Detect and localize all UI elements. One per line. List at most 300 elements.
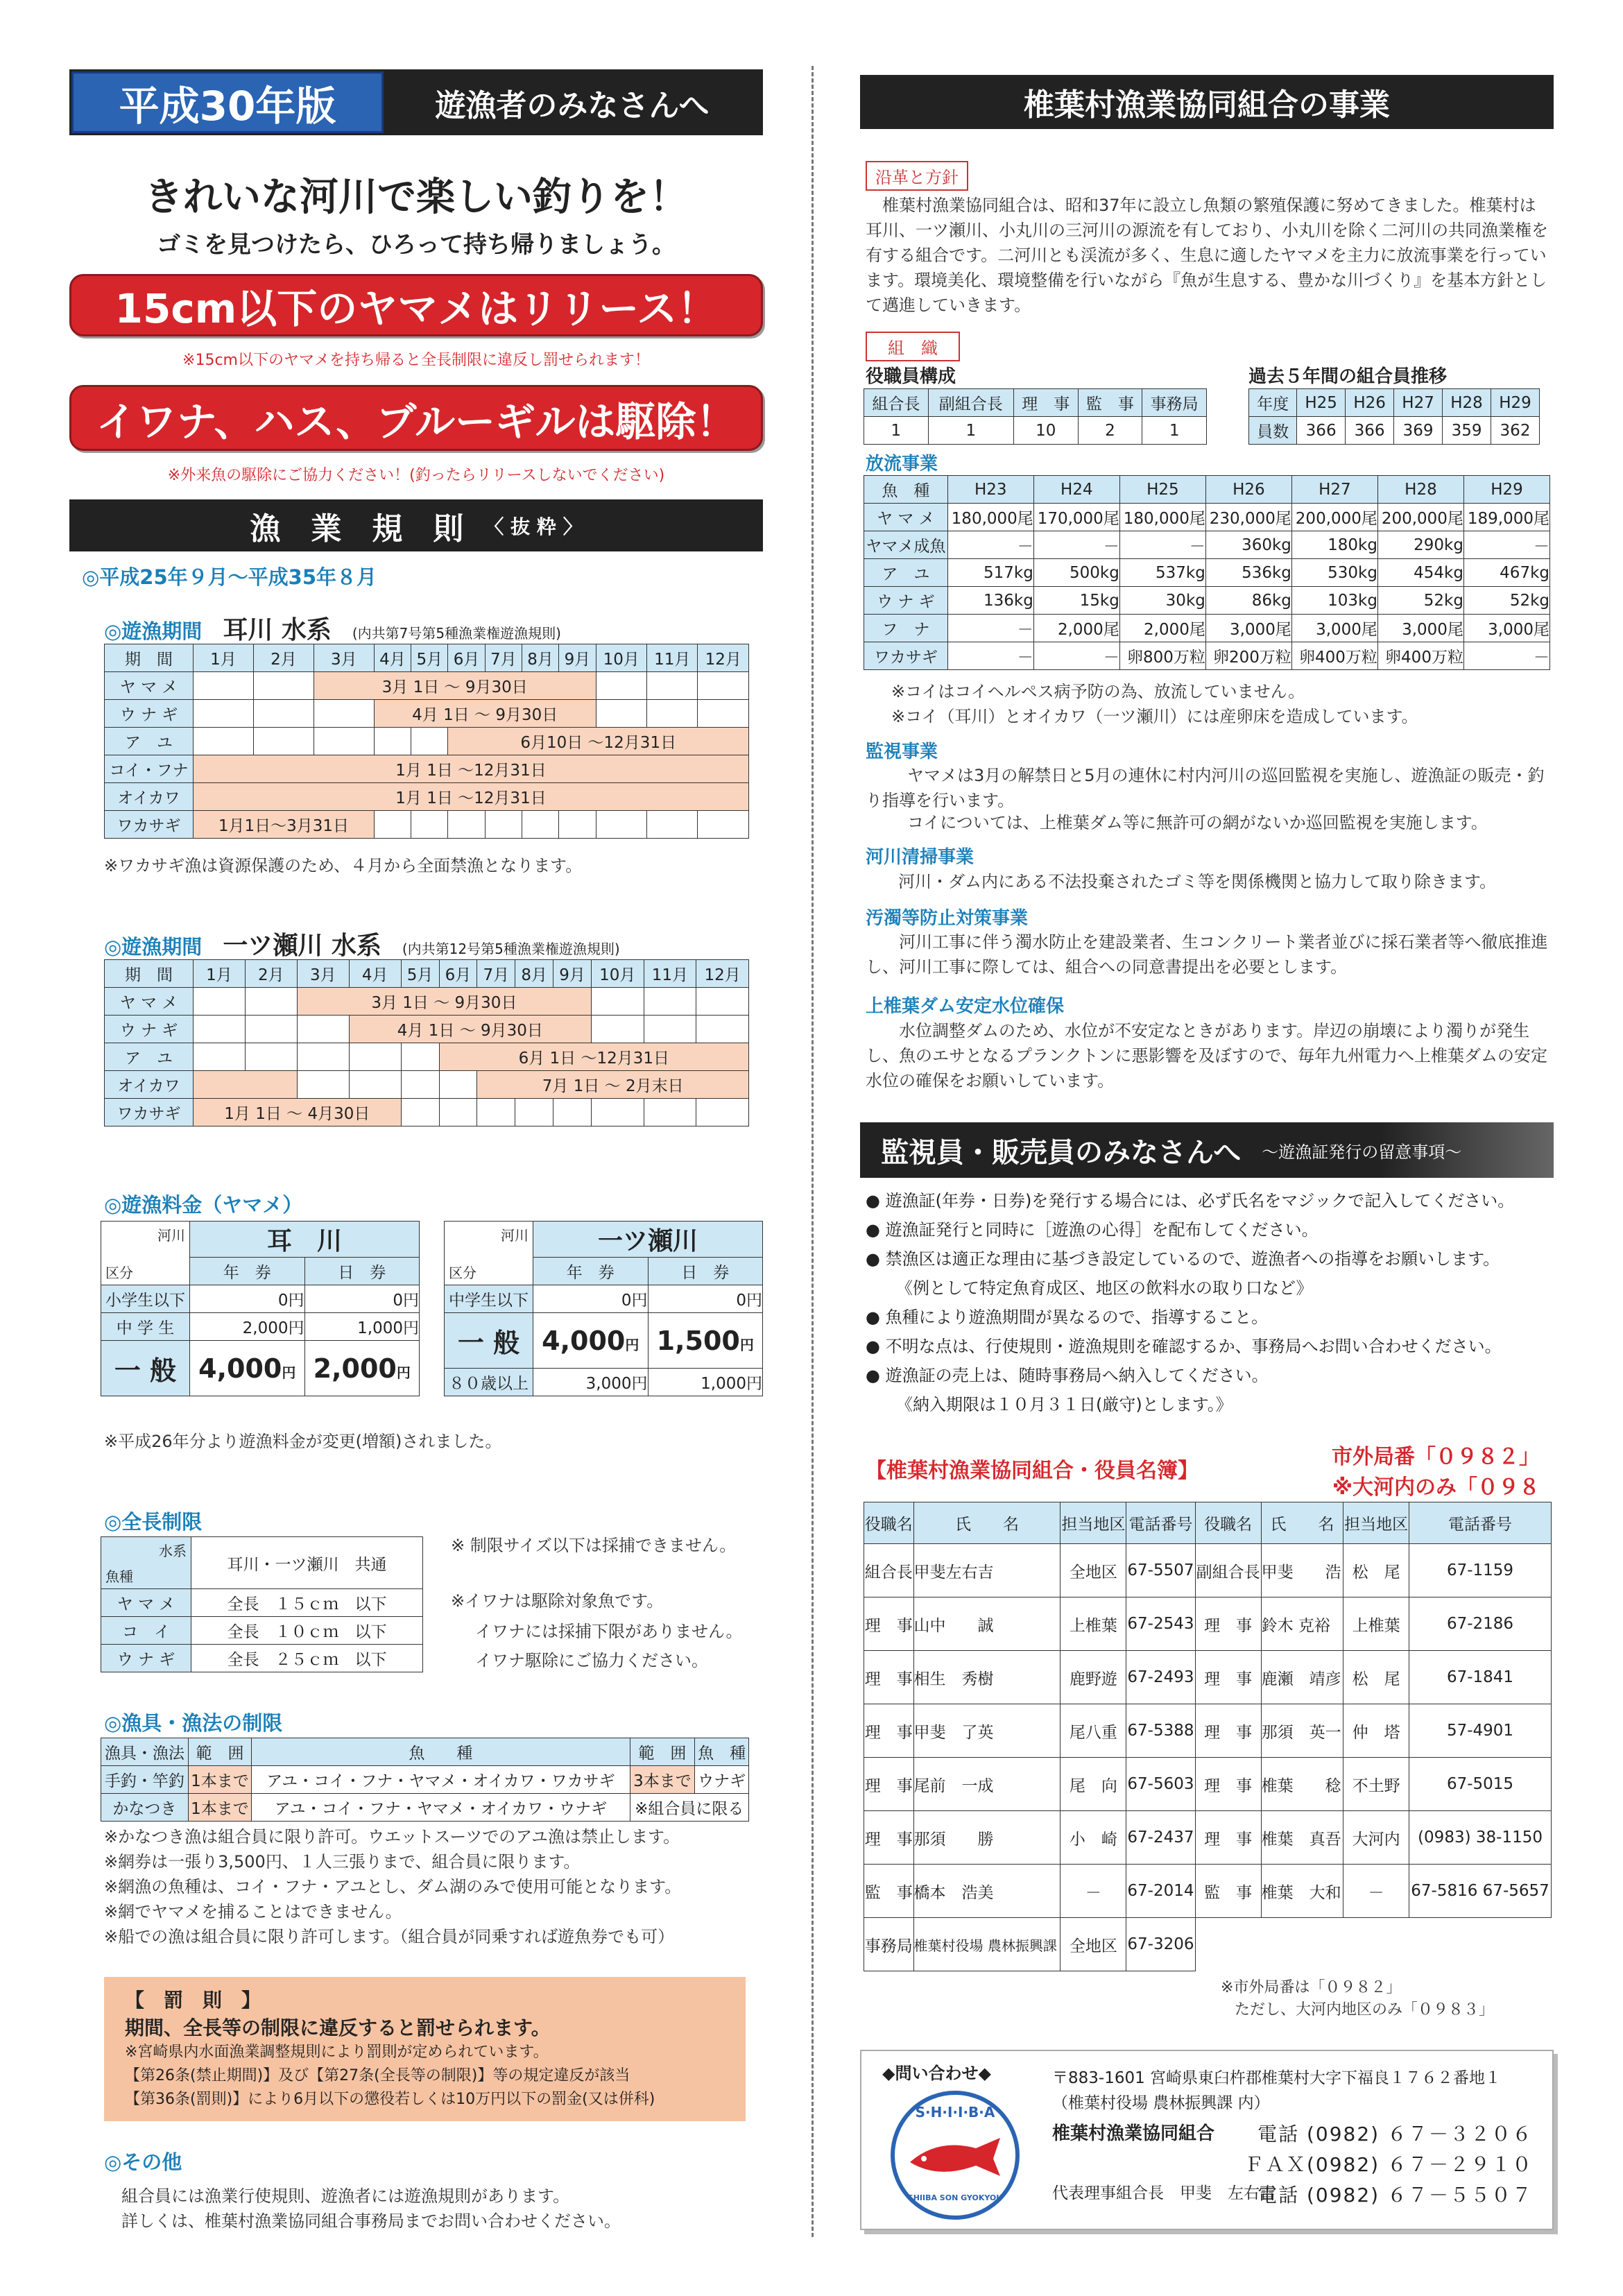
other-line2: 詳しくは、椎葉村漁業協同組合事務局までお問い合わせください。 bbox=[121, 2211, 621, 2231]
fee-value: 2,000円 bbox=[190, 1313, 305, 1341]
stock-value: － bbox=[1033, 642, 1119, 670]
stock-value: 536kg bbox=[1205, 559, 1291, 587]
gear-note: ※かなつき漁は組合員に限り許可。ウエットスーツでのアユ漁は禁止します。 bbox=[104, 1827, 680, 1847]
roster-head: 電話番号 bbox=[1409, 1502, 1552, 1544]
species-cell: コイ・フナ bbox=[105, 755, 194, 783]
stock-head: H26 bbox=[1205, 476, 1291, 504]
annual-header: 年 券 bbox=[190, 1258, 305, 1285]
members-head: 年度 bbox=[1249, 389, 1297, 417]
roster-row bbox=[864, 1544, 1552, 1597]
exterminate-note: ※外来魚の駆除にご協力ください！(釣ったらリリースしないでください) bbox=[167, 467, 665, 484]
species-cell: ワカサギ bbox=[105, 811, 194, 839]
stock-value: 2,000尾 bbox=[1033, 615, 1119, 642]
gear-method: かなつき bbox=[101, 1794, 189, 1822]
period-cell: 1月1日～3月31日 bbox=[194, 811, 375, 839]
seller-bar bbox=[860, 1122, 1554, 1178]
roster-row bbox=[864, 1758, 1552, 1811]
officer-count: 1 bbox=[928, 417, 1013, 445]
roster-name: 甲斐 了英 bbox=[913, 1704, 1060, 1758]
stock-value: 517kg bbox=[947, 559, 1033, 587]
penalty-lead: 期間、全長等の制限に違反すると罰せられます。 bbox=[125, 2016, 551, 2039]
stock-species: ワカサギ bbox=[864, 642, 948, 670]
fee-value: 1,500円 bbox=[648, 1313, 763, 1369]
officers-table bbox=[864, 388, 1207, 445]
watch-text2: コイについては、上椎葉ダム等に無許可の網がないか巡回監視を実施します。 bbox=[907, 813, 1488, 832]
stock-row bbox=[864, 531, 1550, 559]
seller-item: ● 遊漁証発行と同時に［遊漁の心得］を配布してください。 bbox=[866, 1220, 1319, 1240]
stock-value: － bbox=[1463, 531, 1549, 559]
roster-phone: (0983) 38-1150 bbox=[1409, 1811, 1552, 1865]
period-cell: 1月 1日 ～12月31日 bbox=[194, 755, 749, 783]
fee-value: 4,000円 bbox=[533, 1313, 649, 1369]
species-cell: ワカサギ bbox=[105, 1099, 194, 1126]
season2-table bbox=[104, 959, 749, 1126]
roster-area: 不土野 bbox=[1343, 1758, 1409, 1811]
period-cell: 4月 1日 ～ 9月30日 bbox=[349, 1016, 591, 1043]
stock-value: 卵400万粒 bbox=[1291, 642, 1377, 670]
seller-item: ● 遊漁証の売上は、随時事務局へ納入してください。 bbox=[866, 1366, 1269, 1385]
members-val: 359 bbox=[1443, 417, 1491, 445]
length-value: 全長 １５ｃｍ 以下 bbox=[191, 1589, 423, 1617]
seller-item: ● 禁漁区は適正な理由に基づき設定しているので、遊漁者への指導をお願いします。 bbox=[866, 1249, 1500, 1269]
stock-value: 3,000尾 bbox=[1291, 615, 1377, 642]
gear-range: 1本まで bbox=[188, 1766, 252, 1794]
roster-role: 理 事 bbox=[1195, 1651, 1261, 1704]
officer-count: 2 bbox=[1078, 417, 1142, 445]
stock-value: － bbox=[1119, 531, 1205, 559]
roster-role: 理 事 bbox=[864, 1811, 914, 1865]
month-col: 6月 bbox=[448, 644, 485, 672]
length-species: コ イ bbox=[101, 1617, 191, 1645]
stock-value: － bbox=[947, 642, 1033, 670]
roster-head: 電話番号 bbox=[1126, 1502, 1195, 1544]
area-code-1: 市外局番「０９８２」 bbox=[1332, 1445, 1540, 1469]
roster-phone: 67-2014 bbox=[1126, 1865, 1195, 1918]
roster-area: 仲 塔 bbox=[1343, 1704, 1409, 1758]
gear-note: ※網券は一張り3,500円、１人三張りまで、組合員に限ります。 bbox=[104, 1852, 581, 1871]
rules-title: 漁 業 規 則 bbox=[250, 511, 464, 547]
roster-phone: 67-5816 67-5657 bbox=[1409, 1865, 1552, 1918]
period-cell: 6月 1日 ～12月31日 bbox=[439, 1043, 748, 1071]
members-label: 過去５年間の組合員推移 bbox=[1248, 366, 1448, 387]
corner-cell: 水系 魚種 bbox=[101, 1537, 191, 1589]
stock-value: 360kg bbox=[1205, 531, 1291, 559]
members-val: 員数 bbox=[1249, 417, 1297, 445]
roster-name: 山中 誠 bbox=[913, 1597, 1060, 1651]
release-banner: 15cm以下のヤマメはリリース！ bbox=[69, 274, 763, 336]
stock-value: 3,000尾 bbox=[1463, 615, 1549, 642]
stock-head: H23 bbox=[947, 476, 1033, 504]
contact-fax: ＦＡＸ(0982) ６７－２９１０ bbox=[1244, 2153, 1533, 2176]
roster-name: 椎葉 稔 bbox=[1261, 1758, 1343, 1811]
month-col: 7月 bbox=[477, 960, 515, 988]
members-val: 369 bbox=[1394, 417, 1443, 445]
contact-rep-tel: 電話 (0982) ６７－５５０７ bbox=[1257, 2184, 1533, 2207]
stock-head: H25 bbox=[1119, 476, 1205, 504]
month-col: 11月 bbox=[644, 960, 696, 988]
roster-phone: 67-3206 bbox=[1126, 1918, 1195, 1971]
fee-footnote: ※平成26年分より遊漁料金が変更(増額)されました。 bbox=[104, 1432, 502, 1451]
roster-role: 理 事 bbox=[864, 1651, 914, 1704]
stock-head: 魚 種 bbox=[864, 476, 948, 504]
season1-river: 耳川 水系 bbox=[223, 616, 332, 644]
stock-value: － bbox=[1463, 642, 1549, 670]
stock-value: 52kg bbox=[1377, 587, 1463, 615]
members-val: 366 bbox=[1346, 417, 1394, 445]
fee-value: 0円 bbox=[190, 1285, 305, 1313]
seller-item: 《例として特定魚育成区、地区の飲料水の取り口など》 bbox=[896, 1278, 1313, 1298]
fee-class: 中 学 生 bbox=[101, 1313, 190, 1341]
roster-area: 全地区 bbox=[1060, 1544, 1126, 1597]
gear-note: ※網漁の魚種は、コイ・フナ・アユとし、ダム湖のみで使用可能となります。 bbox=[104, 1877, 682, 1896]
roster-area: 小 崎 bbox=[1060, 1811, 1126, 1865]
stock-value: 52kg bbox=[1463, 587, 1549, 615]
roster-row bbox=[864, 1918, 1552, 1971]
species-cell: ウ ナ ギ bbox=[105, 1016, 194, 1043]
roster-name: 尾前 一成 bbox=[913, 1758, 1060, 1811]
roster-row bbox=[864, 1597, 1552, 1651]
contact-rep: 代表理事組合長 甲斐 左右吉 bbox=[1052, 2184, 1276, 2202]
seller-sub: ～遊漁証発行の留意事項～ bbox=[1262, 1142, 1462, 1162]
roster-name: 鹿瀬 靖彦 bbox=[1261, 1651, 1343, 1704]
gear-range: 1本まで bbox=[188, 1794, 252, 1822]
species-cell: オイカワ bbox=[105, 783, 194, 811]
roster-name: 椎葉 大和 bbox=[1261, 1865, 1343, 1918]
officers-label: 役職員構成 bbox=[866, 366, 956, 387]
roster-role: 理 事 bbox=[864, 1704, 914, 1758]
roster-phone: 67-5015 bbox=[1409, 1758, 1552, 1811]
roster-role: 副組合長 bbox=[1195, 1544, 1261, 1597]
roster-empty bbox=[1195, 1918, 1551, 1971]
season1-label: ◎遊漁期間 bbox=[104, 619, 203, 643]
fee-value: 2,000円 bbox=[304, 1341, 420, 1396]
stock-value: 290kg bbox=[1377, 531, 1463, 559]
length-note3: イワナには採捕下限がありません。 bbox=[475, 1622, 743, 1641]
roster-role: 理 事 bbox=[1195, 1811, 1261, 1865]
roster-foot2: ただし、大河内地区のみ「０９８３」 bbox=[1235, 2001, 1495, 2019]
stock-value: 500kg bbox=[1033, 559, 1119, 587]
stock-value: 15kg bbox=[1033, 587, 1119, 615]
roster-name: 鈴木 克裕 bbox=[1261, 1597, 1343, 1651]
turbid-text: 河川工事に伴う濁水防止を建設業者、生コンクリート業者並びに採石業者等へ徹底推進し、河川工事に際しては、組合への同意書提出を必要とします。 bbox=[866, 932, 1548, 977]
fee-class: 一 般 bbox=[445, 1313, 533, 1369]
species-cell: ヤ マ メ bbox=[105, 672, 194, 700]
penalty-line: ※宮崎県内水面漁業調整規則により罰則が定められています。 bbox=[125, 2044, 549, 2061]
length-species: ウ ナ ギ bbox=[101, 1645, 191, 1672]
roster-phone: 67-1159 bbox=[1409, 1544, 1552, 1597]
fee-value: 3,000円 bbox=[533, 1369, 649, 1396]
river-name: 耳 川 bbox=[190, 1222, 420, 1258]
stock-value: 180,000尾 bbox=[1119, 504, 1205, 531]
watch-text1: ヤマメは3月の解禁日と5月の連休に村内河川の巡回監視を実施し、遊漁証の販売・釣り指導を行います。 bbox=[866, 766, 1545, 810]
month-col: 4月 bbox=[349, 960, 401, 988]
fee-table-hitotsuse bbox=[444, 1221, 763, 1396]
column-divider bbox=[812, 66, 814, 2237]
stock-value: 2,000尾 bbox=[1119, 615, 1205, 642]
month-col: 4月 bbox=[374, 644, 411, 672]
stock-note2: ※コイ（耳川）とオイカワ（一ツ瀬川）には産卵床を造成しています。 bbox=[891, 707, 1418, 726]
month-col: 9月 bbox=[559, 644, 596, 672]
area-code-2: ※大河内のみ「０９８３」 bbox=[1332, 1475, 1540, 1530]
fee-class: ８０歳以上 bbox=[445, 1369, 533, 1396]
officer-role: 事務局 bbox=[1142, 389, 1207, 417]
roster-role: 事務局 bbox=[864, 1918, 914, 1971]
fee-value: 4,000円 bbox=[190, 1341, 305, 1396]
stock-row bbox=[864, 642, 1550, 670]
species-cell: ア ユ bbox=[105, 728, 194, 755]
dam-label: 上椎葉ダム安定水位確保 bbox=[866, 996, 1065, 1017]
length-value: 全長 １０ｃｍ 以下 bbox=[191, 1617, 423, 1645]
roster-name: 相生 秀樹 bbox=[913, 1651, 1060, 1704]
roster-head: 担当地区 bbox=[1060, 1502, 1126, 1544]
stock-head: H27 bbox=[1291, 476, 1377, 504]
fee-value: 1,000円 bbox=[304, 1313, 420, 1341]
contact-address2: （椎葉村役場 農林振興課 内） bbox=[1052, 2094, 1270, 2112]
fee-class: 中学生以下 bbox=[445, 1285, 533, 1313]
month-col: 8月 bbox=[515, 960, 553, 988]
stock-value: 180,000尾 bbox=[947, 504, 1033, 531]
roster-phone: 67-1841 bbox=[1409, 1651, 1552, 1704]
members-val: 362 bbox=[1491, 417, 1540, 445]
roster-area: 松 尾 bbox=[1343, 1544, 1409, 1597]
contact-box bbox=[860, 2050, 1554, 2230]
clean-text: 河川・ダム内にある不法投棄されたゴミ等を関係機関と協力して取り除きます。 bbox=[898, 872, 1497, 891]
month-col: 10月 bbox=[596, 644, 646, 672]
roster-role: 理 事 bbox=[864, 1597, 914, 1651]
season2-note: (内共第12号第5種漁業権遊漁規則) bbox=[402, 941, 620, 957]
month-col: 期 間 bbox=[105, 644, 194, 672]
roster-area: 松 尾 bbox=[1343, 1651, 1409, 1704]
species-cell: オイカワ bbox=[105, 1071, 194, 1099]
stock-value: 200,000尾 bbox=[1377, 504, 1463, 531]
stock-value: 卵800万粒 bbox=[1119, 642, 1205, 670]
season2-heading bbox=[104, 926, 620, 961]
month-col: 2月 bbox=[253, 644, 314, 672]
seller-item: ● 不明な点は、行使規則・遊漁規則を確認するか、事務局へお問い合わせください。 bbox=[866, 1337, 1502, 1356]
season1-table bbox=[104, 644, 749, 839]
exterminate-banner: イワナ、ハス、ブルーギルは駆除！ bbox=[69, 385, 763, 451]
penalty-box bbox=[104, 1977, 746, 2121]
officer-count: 1 bbox=[1142, 417, 1207, 445]
stock-value: 537kg bbox=[1119, 559, 1205, 587]
stock-species: ヤマメ成魚 bbox=[864, 531, 948, 559]
stock-row bbox=[864, 615, 1550, 642]
month-col: 7月 bbox=[485, 644, 522, 672]
members-head: H25 bbox=[1297, 389, 1346, 417]
stock-value: 180kg bbox=[1291, 531, 1377, 559]
stock-value: 170,000尾 bbox=[1033, 504, 1119, 531]
watch-label: 監視事業 bbox=[866, 742, 938, 762]
stock-value: 3,000尾 bbox=[1205, 615, 1291, 642]
stock-value: 136kg bbox=[947, 587, 1033, 615]
turbid-label: 汚濁等防止対策事業 bbox=[866, 908, 1029, 929]
roster-area: 鹿野遊 bbox=[1060, 1651, 1126, 1704]
length-species: ヤ マ メ bbox=[101, 1589, 191, 1617]
svg-text:S·H·I·I·B·A: S·H·I·I·B·A bbox=[915, 2104, 995, 2121]
stock-value: 189,000尾 bbox=[1463, 504, 1549, 531]
shiiba-logo-icon bbox=[889, 2089, 1021, 2221]
period-cell: 3月 1日 ～ 9月30日 bbox=[314, 672, 596, 700]
period-cell: 4月 1日 ～ 9月30日 bbox=[374, 700, 596, 728]
stock-label: 放流事業 bbox=[866, 454, 938, 474]
species-cell: ヤ マ メ bbox=[105, 988, 194, 1016]
month-col: 3月 bbox=[314, 644, 374, 672]
officer-role: 副組合長 bbox=[928, 389, 1013, 417]
roster-name: 那須 英一 bbox=[1261, 1704, 1343, 1758]
stock-row bbox=[864, 587, 1550, 615]
roster-area: 大河内 bbox=[1343, 1811, 1409, 1865]
length-note2: ※イワナは駆除対象魚です。 bbox=[451, 1591, 664, 1611]
roster-row bbox=[864, 1704, 1552, 1758]
roster-table bbox=[864, 1502, 1552, 1971]
stock-species: フ ナ bbox=[864, 615, 948, 642]
season2-river: 一ツ瀬川 水系 bbox=[223, 932, 381, 960]
period-cell: 1月 1日 ～12月31日 bbox=[194, 783, 749, 811]
stock-head: H28 bbox=[1377, 476, 1463, 504]
month-col: 1月 bbox=[194, 960, 246, 988]
stock-value: － bbox=[947, 531, 1033, 559]
gear-head: 魚 種 bbox=[695, 1738, 749, 1766]
roster-role: 監 事 bbox=[1195, 1865, 1261, 1918]
roster-row bbox=[864, 1811, 1552, 1865]
stock-head: H24 bbox=[1033, 476, 1119, 504]
roster-head: 担当地区 bbox=[1343, 1502, 1409, 1544]
stock-value: 530kg bbox=[1291, 559, 1377, 587]
gear-head: 範 囲 bbox=[630, 1738, 695, 1766]
daily-header: 日 券 bbox=[304, 1258, 420, 1285]
stock-value: － bbox=[1033, 531, 1119, 559]
roster-row bbox=[864, 1865, 1552, 1918]
stock-value: 454kg bbox=[1377, 559, 1463, 587]
roster-row bbox=[864, 1651, 1552, 1704]
stock-value: 3,000尾 bbox=[1377, 615, 1463, 642]
fee-table-mimi bbox=[101, 1221, 420, 1396]
length-label: ◎全長制限 bbox=[104, 1510, 203, 1534]
roster-role: 組合長 bbox=[864, 1544, 914, 1597]
seller-item: 《納入期限は１０月３１日(厳守)とします。》 bbox=[896, 1395, 1233, 1414]
month-col: 1月 bbox=[194, 644, 254, 672]
penalty-title: 【 罰 則 】 bbox=[125, 1989, 261, 2012]
month-col: 5月 bbox=[411, 644, 448, 672]
stock-species: ウ ナ ギ bbox=[864, 587, 948, 615]
period-cell: 3月 1日 ～ 9月30日 bbox=[297, 988, 591, 1016]
fee-value: 0円 bbox=[648, 1285, 763, 1313]
roster-title: 【椎葉村漁業協同組合・役員名簿】 bbox=[866, 1459, 1199, 1483]
members-head: H26 bbox=[1346, 389, 1394, 417]
stock-row bbox=[864, 504, 1550, 531]
roster-head: 役職名 bbox=[864, 1502, 914, 1544]
contact-address: 〒883-1601 宮崎県東臼杵郡椎葉村大字下福良１７６２番地１ bbox=[1052, 2069, 1502, 2087]
history-label: 沿革と方針 bbox=[866, 161, 968, 191]
roster-role: 監 事 bbox=[864, 1865, 914, 1918]
coop-title: 椎葉村漁業協同組合の事業 bbox=[860, 75, 1554, 129]
stock-value: 卵200万粒 bbox=[1205, 642, 1291, 670]
stock-head: H29 bbox=[1463, 476, 1549, 504]
officer-count: 1 bbox=[864, 417, 929, 445]
members-val: 366 bbox=[1297, 417, 1346, 445]
members-head: H29 bbox=[1491, 389, 1540, 417]
officer-role: 監 事 bbox=[1078, 389, 1142, 417]
roster-head: 氏 名 bbox=[1261, 1502, 1343, 1544]
rules-period: ◎平成25年９月～平成35年８月 bbox=[82, 565, 377, 589]
stock-value: － bbox=[947, 615, 1033, 642]
stock-value: 230,000尾 bbox=[1205, 504, 1291, 531]
month-col: 11月 bbox=[647, 644, 698, 672]
period-cell: 1月 1日 ～ 4月30日 bbox=[194, 1099, 402, 1126]
header-banner bbox=[69, 69, 763, 135]
gear-species: アユ・コイ・フナ・ヤマメ・オイカワ・ウナギ bbox=[252, 1794, 630, 1822]
roster-area: － bbox=[1343, 1865, 1409, 1918]
clean-label: 河川清掃事業 bbox=[866, 847, 974, 868]
roster-name: 椎葉 真吾 bbox=[1261, 1811, 1343, 1865]
month-col: 期 間 bbox=[105, 960, 194, 988]
stock-value: 467kg bbox=[1463, 559, 1549, 587]
month-col: 5月 bbox=[401, 960, 439, 988]
officer-count: 10 bbox=[1013, 417, 1078, 445]
period-cell: 7月 1日 ～ 2月末日 bbox=[477, 1071, 749, 1099]
roster-name: 橋本 浩美 bbox=[913, 1865, 1060, 1918]
gear-note: ※組合員に限る bbox=[630, 1794, 748, 1822]
roster-area: 全地区 bbox=[1060, 1918, 1126, 1971]
roster-area: 上椎葉 bbox=[1343, 1597, 1409, 1651]
other-label: ◎その他 bbox=[104, 2150, 182, 2174]
roster-head: 役職名 bbox=[1195, 1502, 1261, 1544]
roster-area: 尾 向 bbox=[1060, 1758, 1126, 1811]
stock-value: 86kg bbox=[1205, 587, 1291, 615]
stock-value: 103kg bbox=[1291, 587, 1377, 615]
stock-value: 30kg bbox=[1119, 587, 1205, 615]
annual-header: 年 券 bbox=[533, 1258, 649, 1285]
season1-heading bbox=[104, 610, 561, 646]
header-title: 遊漁者のみなさんへ bbox=[384, 71, 761, 133]
slogan: きれいな河川で楽しい釣りを！ bbox=[144, 175, 688, 220]
roster-name: 甲斐左右吉 bbox=[913, 1544, 1060, 1597]
river-name: 一ツ瀬川 bbox=[533, 1222, 763, 1258]
roster-head: 氏 名 bbox=[913, 1502, 1060, 1544]
contact-org: 椎葉村漁業協同組合 bbox=[1052, 2123, 1215, 2144]
org-label: 組 織 bbox=[866, 332, 960, 361]
month-col: 3月 bbox=[297, 960, 349, 988]
season2-label: ◎遊漁期間 bbox=[104, 935, 203, 959]
contact-tel: 電話 (0982) ６７－３２０６ bbox=[1257, 2123, 1533, 2145]
contact-label: ◆問い合わせ◆ bbox=[882, 2064, 991, 2083]
length-note4: イワナ駆除にご協力ください。 bbox=[475, 1651, 708, 1670]
fee-value: 0円 bbox=[533, 1285, 649, 1313]
members-table bbox=[1248, 388, 1540, 445]
roster-foot1: ※市外局番は「０９８２」 bbox=[1221, 1979, 1402, 1996]
daily-header: 日 券 bbox=[648, 1258, 763, 1285]
roster-phone: 67-2543 bbox=[1126, 1597, 1195, 1651]
other-line1: 組合員には漁業行使規則、遊漁者には遊漁規則があります。 bbox=[121, 2186, 570, 2206]
length-value: 全長 ２５ｃｍ 以下 bbox=[191, 1645, 423, 1672]
gear-method: 手釣・竿釣 bbox=[101, 1766, 189, 1794]
seller-title: 監視員・販売員のみなさんへ bbox=[881, 1136, 1242, 1169]
seller-item: ● 遊漁証(年券・日券)を発行する場合には、必ず氏名をマジックで記入してください。 bbox=[866, 1191, 1515, 1210]
roster-phone: 67-2437 bbox=[1126, 1811, 1195, 1865]
season1-footnote: ※ワカサギ漁は資源保護のため、４月から全面禁漁となります。 bbox=[104, 856, 583, 875]
gear-table bbox=[101, 1738, 749, 1822]
fee-value: 1,000円 bbox=[648, 1369, 763, 1396]
gear-species: ウナギ bbox=[695, 1766, 749, 1794]
release-note: ※15cm以下のヤマメを持ち帰ると全長制限に違反し罰せられます！ bbox=[182, 352, 650, 369]
gear-head: 魚 種 bbox=[252, 1738, 630, 1766]
month-col: 2月 bbox=[245, 960, 297, 988]
period-cell: 6月10日 ～12月31日 bbox=[448, 728, 749, 755]
stock-value: 200,000尾 bbox=[1291, 504, 1377, 531]
roster-name: 椎葉村役場 農林振興課 bbox=[913, 1918, 1060, 1971]
roster-phone: 67-5388 bbox=[1126, 1704, 1195, 1758]
roster-role: 理 事 bbox=[1195, 1597, 1261, 1651]
